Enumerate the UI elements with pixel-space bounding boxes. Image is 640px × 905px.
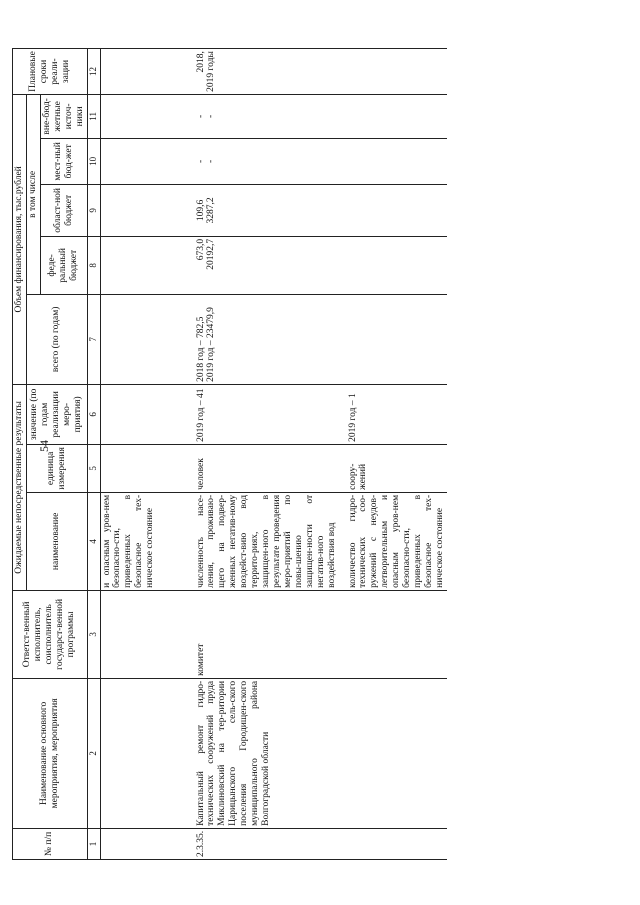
- col-number: 12: [87, 49, 100, 95]
- result1-name: численность насе-ления, проживаю-щего на подвер-женных негатив-ному воздейст-вию вод террито-риях, защищен-ного в результате проведения меро-приятий по повы-шению защищен-ности от негатив-ного воздействия вод: [195, 492, 339, 590]
- col-number: 2: [87, 678, 100, 828]
- continuation-row: [100, 49, 187, 860]
- header-result-value: значение (по годам реализации меро-приятия): [26, 384, 87, 444]
- header-name: Наименование основного мероприятия, мероприятия: [13, 678, 88, 828]
- table-row: [195, 49, 339, 860]
- header-local: мест-ный бюд-жет: [40, 138, 87, 184]
- row-number: 2.3.35.: [195, 828, 339, 859]
- terms-cell: [195, 49, 339, 95]
- federal-2018: 673,0: [195, 238, 206, 261]
- terms-line1: 2018,: [195, 51, 206, 73]
- regional-2019: 3287,2: [206, 197, 217, 224]
- regional-cell: [195, 184, 339, 236]
- row-name: Капитальный ремонт гидро-технических сооружений пруда Миклиновский на тер-ритории Царицынского сель-ского поселения Городищен-ского муниципального района Волгоградской области: [195, 678, 339, 828]
- local-2019: -: [206, 159, 217, 163]
- col-number: 9: [87, 184, 100, 236]
- federal-2019: 20192,7: [206, 238, 217, 270]
- terms-line2: 2019 годы: [206, 51, 217, 92]
- extra-2018: -: [195, 114, 206, 118]
- federal-cell: [195, 236, 339, 294]
- extra-2019: -: [206, 114, 217, 118]
- header-total: всего (по годам): [26, 294, 87, 384]
- col-number: 7: [87, 294, 100, 384]
- total-2018: 2018 год – 782,5: [195, 316, 206, 382]
- header-terms: Плановые сроки реали-зации: [13, 49, 88, 95]
- total-2019: 2019 год – 23479,9: [206, 307, 217, 382]
- header-num: № п/п: [13, 828, 88, 859]
- result2-unit: соору-жений: [347, 444, 447, 492]
- regional-2018: 109,6: [195, 199, 206, 222]
- local-2018: -: [195, 159, 206, 163]
- header-extrabudget: вне-бюд-жетные источ-ники: [40, 94, 87, 138]
- header-result-name: наименование: [26, 492, 87, 590]
- col-number: 6: [87, 384, 100, 444]
- local-cell: [195, 138, 339, 184]
- result1-unit: человек: [195, 444, 339, 492]
- column-number-row: [87, 49, 100, 860]
- program-table: [12, 48, 447, 860]
- col-number: 5: [87, 444, 100, 492]
- total-cell: [195, 294, 339, 384]
- extrabudget-cell: [195, 94, 339, 138]
- col-number: 11: [87, 94, 100, 138]
- row-responsible: комитет: [195, 590, 339, 678]
- continuation-text: и опасным уров-нем безопасно-сти, приведенных в безопасное тех-ническое состояние: [100, 492, 187, 590]
- header-regional: област-ной бюджет: [40, 184, 87, 236]
- col-number: 4: [87, 492, 100, 590]
- result1-value: 2019 год – 41: [195, 384, 339, 444]
- header-funding: Объем финансирования, тыс.рублей: [13, 94, 27, 384]
- rotated-page: [12, 13, 626, 860]
- header-responsible: Ответст-венный исполнитель, соисполнитель государст-венной программы: [13, 590, 88, 678]
- header-including: в том числе: [26, 94, 40, 294]
- table-row: [347, 49, 447, 860]
- col-number: 3: [87, 590, 100, 678]
- header-expected-results: Ожидаемые непосредственные результаты: [13, 384, 27, 590]
- col-number: 10: [87, 138, 100, 184]
- result2-name: количество гидро-технических соо-ружений с неудов-летворительным и опасным уров-нем безопасно-сти, приведенных в безопасное тех-ническое состояние: [347, 492, 447, 590]
- col-number: 1: [87, 828, 100, 859]
- result2-value: 2019 год – 1: [347, 384, 447, 444]
- col-number: 8: [87, 236, 100, 294]
- page-number: 54: [37, 440, 51, 452]
- header-federal: феде-ральный бюджет: [40, 236, 87, 294]
- header-result-unit: единица измерения: [26, 444, 87, 492]
